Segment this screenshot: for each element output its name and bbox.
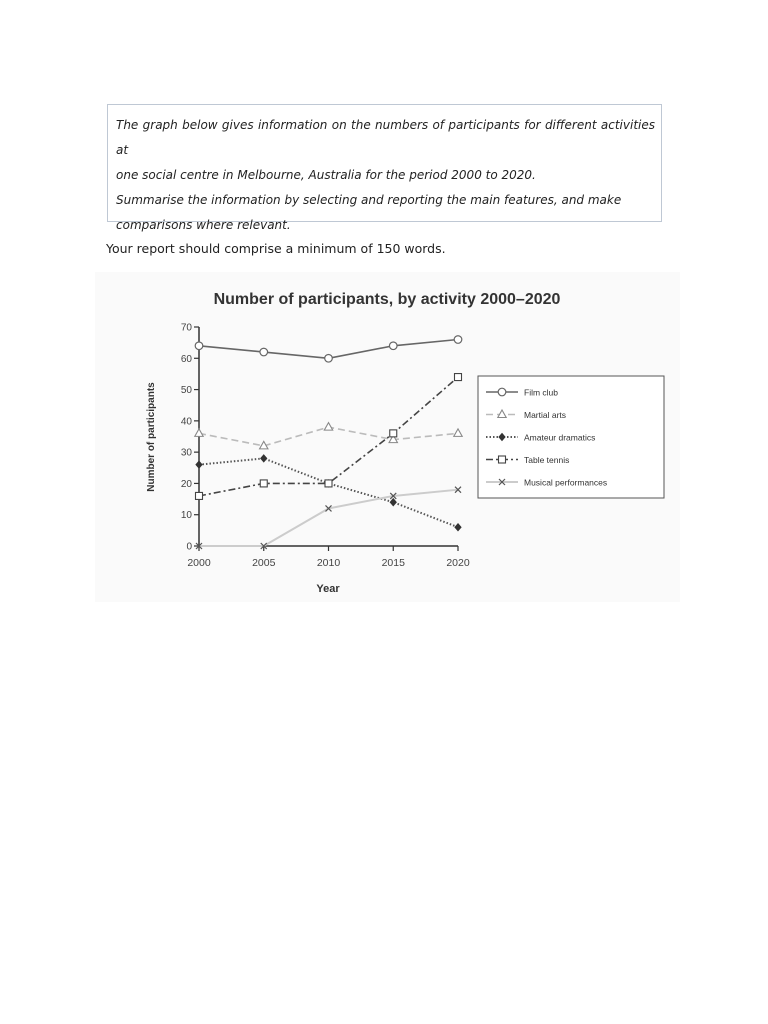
task-line-2: one social centre in Melbourne, Australia for the period 2000 to 2020. xyxy=(116,168,536,182)
data-point-film-club xyxy=(454,336,462,344)
task-line-4: comparisons where relevant. xyxy=(116,218,291,232)
y-tick-label: 40 xyxy=(180,416,192,428)
y-axis-label: Number of participants xyxy=(146,382,157,492)
legend-label-musical-performances: Musical performances xyxy=(524,477,608,488)
data-point-table-tennis xyxy=(325,480,332,487)
x-tick-label: 2020 xyxy=(446,557,470,569)
y-tick-label: 0 xyxy=(186,541,192,553)
series-line-musical-performances xyxy=(199,490,458,546)
chart-title: Number of participants, by activity 2000–2020 xyxy=(213,291,561,308)
y-tick-label: 60 xyxy=(180,353,192,365)
data-point-martial-arts xyxy=(195,429,203,437)
chart-container xyxy=(95,272,680,602)
x-axis-label: Year xyxy=(316,583,340,595)
data-point-table-tennis xyxy=(455,374,462,381)
word-count-instruction: Your report should comprise a minimum of 150 words. xyxy=(106,241,446,256)
legend-label-table-tennis: Table tennis xyxy=(524,455,570,465)
legend-marker-table-tennis xyxy=(499,456,506,463)
line-chart xyxy=(95,272,680,602)
x-tick-label: 2015 xyxy=(381,557,405,569)
data-point-martial-arts xyxy=(454,429,462,437)
data-point-film-club xyxy=(195,342,203,350)
data-point-table-tennis xyxy=(260,480,267,487)
data-point-film-club xyxy=(325,354,333,362)
y-tick-label: 30 xyxy=(180,447,192,459)
data-point-amateur-dramatics xyxy=(390,499,396,506)
data-point-amateur-dramatics xyxy=(196,461,202,468)
legend-marker-film-club xyxy=(498,388,506,396)
data-point-table-tennis xyxy=(390,430,397,437)
x-tick-label: 2000 xyxy=(187,557,211,569)
y-tick-label: 10 xyxy=(180,510,192,522)
data-point-amateur-dramatics xyxy=(261,455,267,462)
legend xyxy=(478,376,664,498)
legend-label-film-club: Film club xyxy=(524,387,559,398)
task-line-1: The graph below gives information on the numbers of participants for different activities at xyxy=(116,118,655,157)
y-tick-label: 70 xyxy=(180,322,192,334)
x-tick-label: 2010 xyxy=(316,557,341,569)
data-point-film-club xyxy=(260,348,268,356)
data-point-table-tennis xyxy=(196,492,203,499)
task-line-3: Summarise the information by selecting and reporting the main features, and make xyxy=(116,193,622,207)
task-prompt-box xyxy=(107,104,662,232)
y-tick-label: 20 xyxy=(180,478,192,490)
legend-label-martial-arts: Martial arts xyxy=(524,410,567,420)
y-tick-label: 50 xyxy=(180,385,192,397)
data-point-amateur-dramatics xyxy=(455,524,461,531)
x-tick-label: 2005 xyxy=(252,557,276,569)
plot-series xyxy=(195,336,462,549)
data-point-film-club xyxy=(389,342,397,350)
data-point-martial-arts xyxy=(324,423,332,431)
legend-label-amateur-dramatics: Amateur dramatics xyxy=(524,432,596,443)
